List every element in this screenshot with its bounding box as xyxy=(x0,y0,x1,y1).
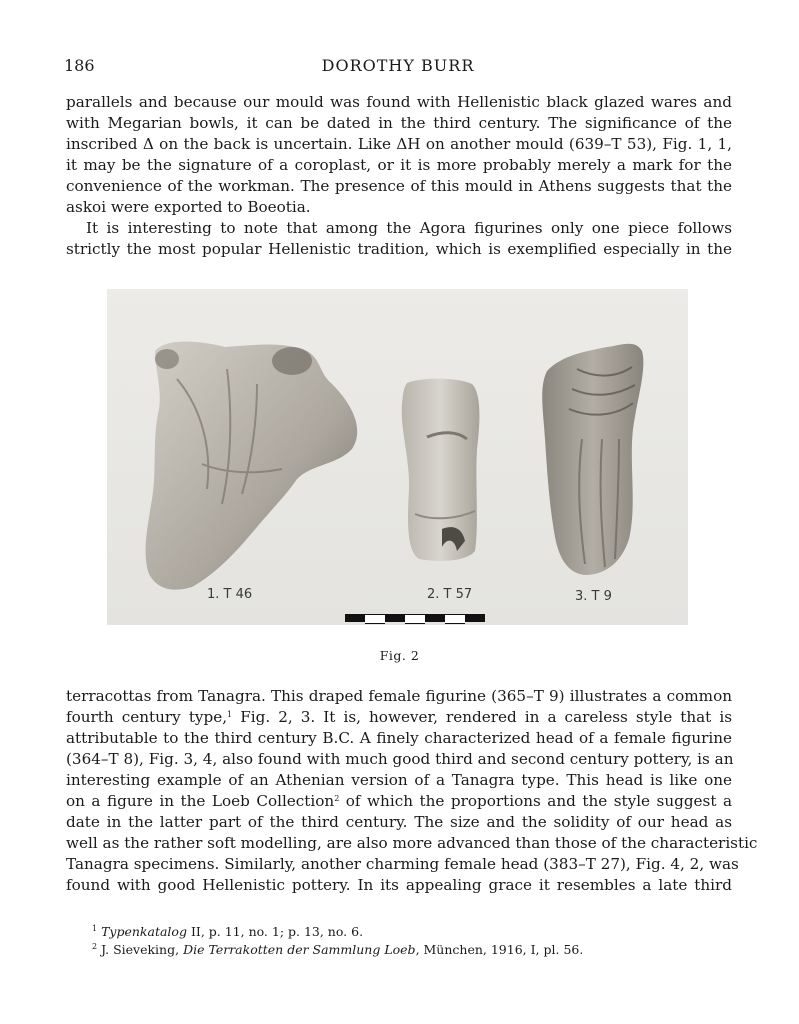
text-line: with Megarian bowls, it can be dated in the third century. The significance of the xyxy=(66,114,732,132)
text-line: (364–T 8), Fig. 3, 4, also found with much good third and second century pottery, is an xyxy=(66,750,734,768)
running-title: DOROTHY BURR xyxy=(321,56,475,75)
figurines-image xyxy=(107,289,688,625)
figure-label-3: 3. T 9 xyxy=(575,589,612,604)
text-line: it may be the signature of a coroplast, or it is more probably merely a mark for the xyxy=(66,156,732,174)
footnote-text: , München, 1916, I, pl. 56. xyxy=(415,942,584,957)
era-abbreviation: B.C. xyxy=(322,729,355,747)
text-line: It is interesting to note that among the Agora figurines only one piece follows xyxy=(86,219,732,237)
footnote-marker: 2 xyxy=(92,942,98,951)
text-fragment: A finely characterized head of a female figurine xyxy=(354,729,733,747)
footnote-1 xyxy=(92,923,363,941)
figure-caption: Fig. 2 xyxy=(379,648,420,663)
paragraph-3 xyxy=(66,686,758,896)
text-line: strictly the most popular Hellenistic tradition, which is exemplified especially in the xyxy=(66,240,732,258)
figurine-3 xyxy=(542,344,643,575)
text-line: date in the latter part of the third century. The size and the solidity of our head as xyxy=(66,813,732,831)
text-line xyxy=(66,707,732,728)
footnote-ref: 2 xyxy=(334,794,340,803)
figure-label-2: 2. T 57 xyxy=(427,587,473,602)
text-fragment: on a figure in the Loeb Collection xyxy=(66,792,335,810)
figure-label-1: 1. T 46 xyxy=(207,587,253,602)
text-fragment: of which the proportions and the style suggest a xyxy=(339,792,733,810)
footnote-author: J. Sieveking, xyxy=(101,942,184,957)
footnote-2 xyxy=(92,941,583,959)
text-line: parallels and because our mould was found with Hellenistic black glazed wares and xyxy=(66,93,732,111)
footnote-ref: 1 xyxy=(227,710,233,719)
text-line xyxy=(66,791,732,812)
text-line: Tanagra specimens. Similarly, another charming female head (383–T 27), Fig. 4, 2, was xyxy=(66,855,739,873)
page-number: 186 xyxy=(64,56,95,75)
text-line xyxy=(66,728,732,749)
footnote-title: Typenkatalog xyxy=(101,924,187,939)
text-line: terracottas from Tanagra. This draped female figurine (365–T 9) illustrates a common xyxy=(66,687,732,705)
text-line: convenience of the workman. The presence of this mould in Athens suggests that the xyxy=(66,177,732,195)
page-header xyxy=(64,56,732,78)
text-line: interesting example of an Athenian version of a Tanagra type. This head is like one xyxy=(66,771,732,789)
figurine-2 xyxy=(402,379,480,561)
figurine-1 xyxy=(146,342,358,590)
text-fragment: Fig. 2, 3. It is, however, rendered in a careless style that is xyxy=(232,708,733,726)
text-line: found with good Hellenistic pottery. In its appealing grace it resembles a late third xyxy=(66,876,732,894)
text-line: inscribed Δ on the back is uncertain. Like ΔH on another mould (639–T 53), Fig. 1, 1, xyxy=(66,135,732,153)
footnote-title: Die Terrakotten der Sammlung Loeb xyxy=(183,942,416,957)
paragraph-1 xyxy=(66,92,732,218)
text-fragment: attributable to the third century xyxy=(66,729,317,747)
footnote-marker: 1 xyxy=(92,924,98,933)
footnote-text: II, p. 11, no. 1; p. 13, no. 6. xyxy=(186,924,364,939)
scale-bar xyxy=(345,614,485,622)
text-line: well as the rather soft modelling, are also more advanced than those of the characteristic xyxy=(66,834,758,852)
paragraph-2 xyxy=(66,218,732,260)
text-line: askoi were exported to Boeotia. xyxy=(66,198,311,216)
text-fragment: fourth century type, xyxy=(66,708,228,726)
figure-photograph xyxy=(107,289,688,625)
